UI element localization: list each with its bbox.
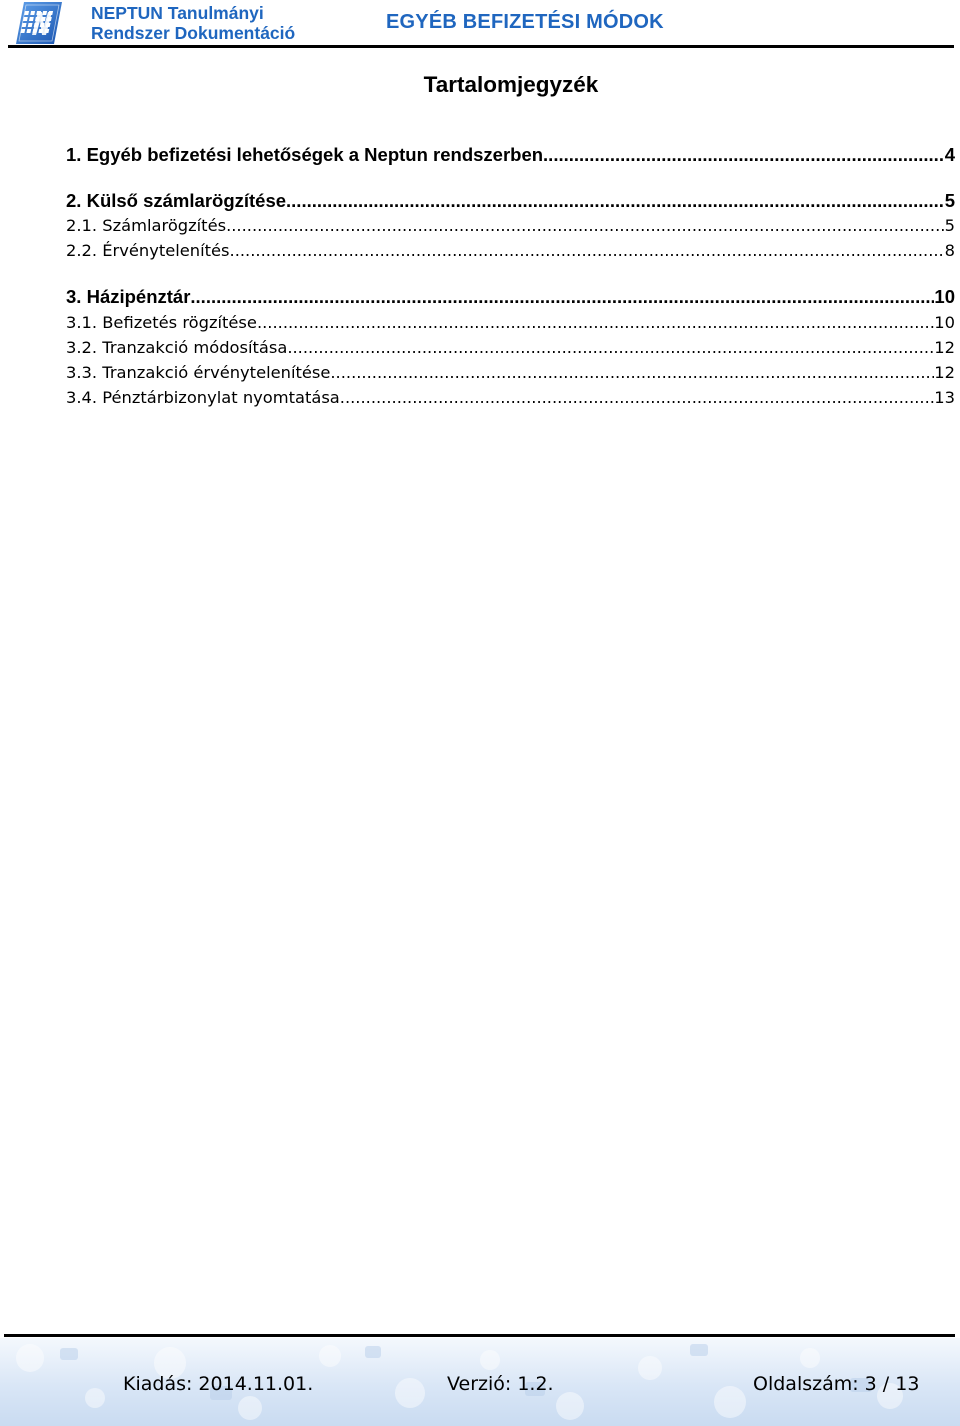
neptun-logo-icon (14, 2, 62, 44)
toc-entry-3-2[interactable] (66, 338, 955, 357)
toc-entry-3-1[interactable] (66, 313, 955, 332)
toc-entry-3-4[interactable] (66, 388, 955, 407)
header-divider (8, 45, 954, 48)
toc-entry-number: 3.2. (66, 338, 98, 357)
toc-dot-leader (190, 286, 934, 308)
footer-issue-date: Kiadás: 2014.11.01. (123, 1373, 314, 1395)
toc-entry-page: 5 (944, 216, 955, 235)
toc-entry-number: 2.2. (66, 241, 98, 260)
toc-entry-text: Házipénztár (86, 286, 191, 307)
toc-entry-number: 1. (66, 144, 82, 165)
footer-divider (4, 1334, 955, 1337)
toc-entry-text: Pénztárbizonylat nyomtatása (102, 388, 340, 407)
toc-dot-leader (257, 313, 934, 332)
toc-dot-leader (287, 338, 934, 357)
toc-entry-2-2[interactable] (66, 241, 955, 260)
toc-entry-text: Számlarögzítés (102, 216, 227, 235)
toc-entry-page: 10 (934, 286, 955, 307)
page-header (0, 0, 960, 50)
toc-entry-page: 10 (934, 313, 955, 332)
toc-entry-text: Egyéb befizetési lehetőségek a Neptun rendszerben (86, 144, 544, 165)
toc-entry-number: 3.1. (66, 313, 98, 332)
toc-dot-leader (340, 388, 935, 407)
toc-entry-1[interactable] (66, 144, 955, 166)
brand-line-2: Rendszer Dokumentáció (91, 23, 296, 43)
toc-dot-leader (226, 216, 945, 235)
footer-page-number: Oldalszám: 3 / 13 (753, 1373, 920, 1395)
toc-entry-text: Befizetés rögzítése (102, 313, 257, 332)
toc-entry-2[interactable] (66, 190, 955, 212)
toc-entry-text: Tranzakció módosítása (102, 338, 288, 357)
toc-dot-leader (543, 144, 945, 166)
document-title: EGYÉB BEFIZETÉSI MÓDOK (386, 11, 664, 33)
toc-title: Tartalomjegyzék (423, 72, 599, 97)
toc-entry-2-1[interactable] (66, 216, 955, 235)
brand-name (91, 3, 295, 43)
toc-entry-number: 2. (66, 190, 82, 211)
toc-entry-page: 8 (944, 241, 955, 260)
toc-dot-leader (286, 190, 945, 212)
toc-dot-leader (330, 363, 934, 382)
footer-version: Verzió: 1.2. (447, 1373, 554, 1395)
toc-entry-number: 3. (66, 286, 82, 307)
page-footer (0, 1338, 960, 1426)
toc-entry-page: 5 (944, 190, 955, 211)
toc-entry-3-3[interactable] (66, 363, 955, 382)
toc-entry-page: 12 (934, 338, 955, 357)
toc-entry-text: Tranzakció érvénytelenítése (102, 363, 331, 382)
toc-entry-number: 2.1. (66, 216, 98, 235)
toc-entry-number: 3.4. (66, 388, 98, 407)
toc-entry-3[interactable] (66, 286, 955, 308)
toc-entry-page: 13 (934, 388, 955, 407)
toc-entry-text: Külső számlarögzítése (86, 190, 287, 211)
toc-entry-number: 3.3. (66, 363, 98, 382)
toc-entry-text: Érvénytelenítés (102, 241, 230, 260)
toc-entry-page: 12 (934, 363, 955, 382)
brand-line-1: NEPTUN Tanulmányi (91, 3, 264, 23)
toc-dot-leader (230, 241, 945, 260)
toc-entry-page: 4 (944, 144, 955, 165)
